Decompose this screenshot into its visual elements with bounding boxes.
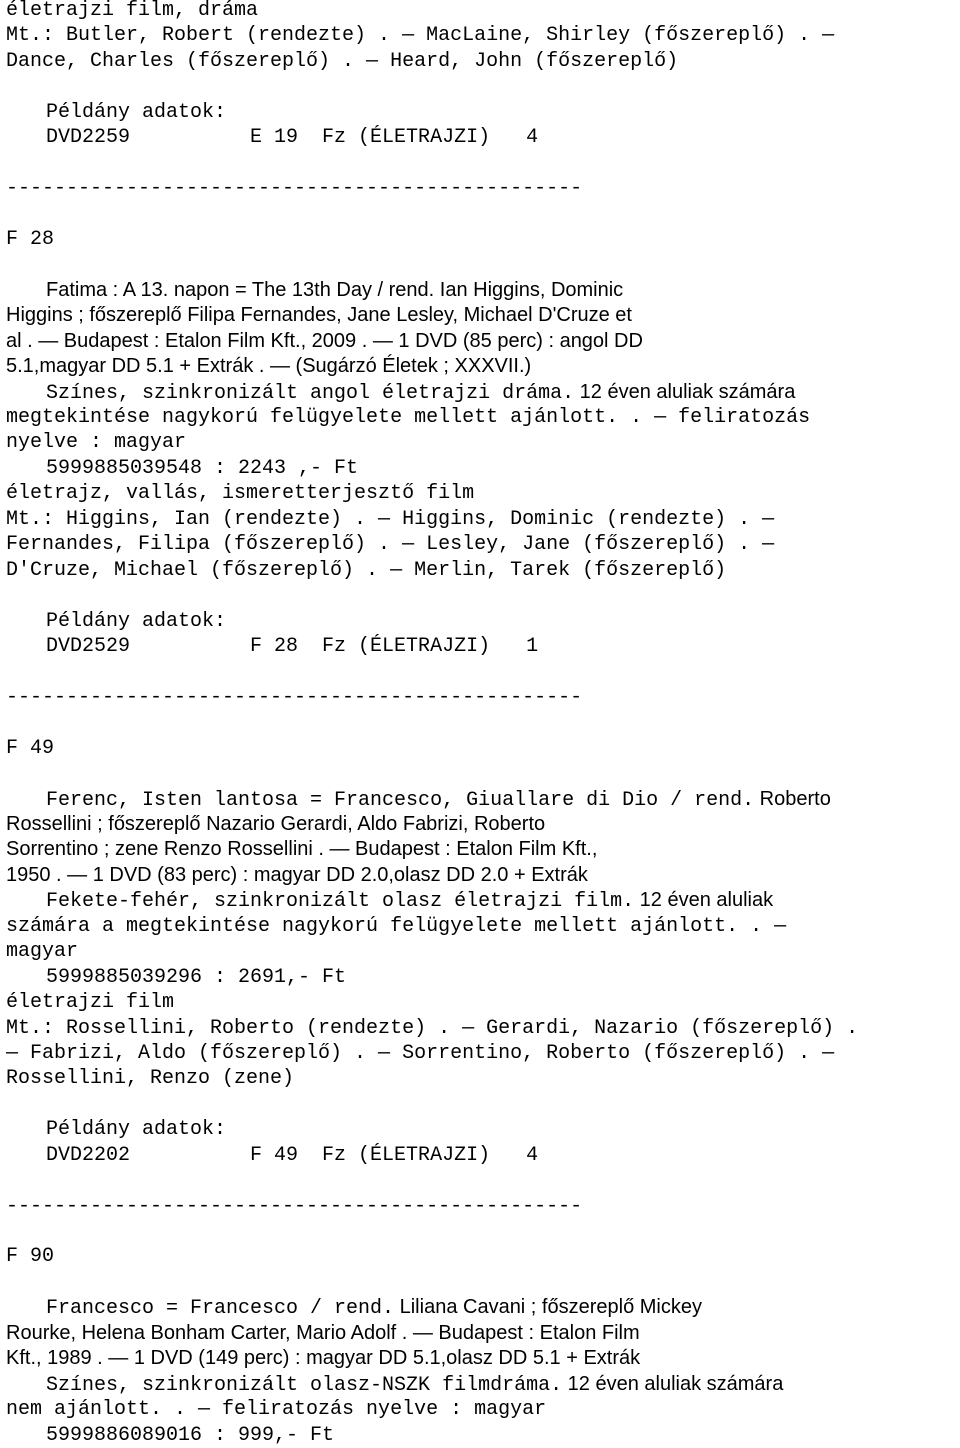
record-line [6, 1423, 956, 1448]
text-segment: Higgins ; főszereplő Filipa Fernandes, Jane Lesley, Michael D'Cruze et [6, 304, 632, 327]
blank-line [6, 151, 956, 176]
blank-line [6, 202, 956, 227]
record-line [6, 1066, 956, 1091]
text-segment: — Fabrizi, Aldo (főszereplő) . — Sorrentino, Roberto (főszereplő) . — [6, 1041, 835, 1065]
text-segment: DVD2529 F 28 Fz (ÉLETRAJZI) 1 [46, 634, 539, 658]
blank-line [6, 710, 956, 735]
text-segment: Fernandes, Filipa (főszereplő) . — Lesley, Jane (főszereplő) . — [6, 533, 775, 557]
record-line [6, 787, 956, 812]
text-segment: Példány adatok: [46, 609, 227, 633]
text-segment: Mt.: Butler, Robert (rendezte) . — MacLaine, Shirley (főszereplő) . — [6, 24, 835, 48]
text-segment: DVD2202 F 49 Fz (ÉLETRAJZI) 4 [46, 1143, 539, 1167]
text-segment: számára a megtekintése nagykorú felügyelete mellett ajánlott. . — [6, 914, 787, 938]
separator [6, 176, 956, 201]
record-line [6, 303, 956, 328]
record-line [6, 914, 956, 939]
record-line [6, 1397, 956, 1422]
blank-line [6, 659, 956, 684]
copies-label [6, 100, 956, 125]
record-line [6, 532, 956, 557]
record-line [6, 812, 956, 837]
record-line [6, 558, 956, 583]
text-segment: F 49 [6, 736, 55, 760]
text-segment: Színes, szinkronizált olasz-NSZK filmdráma. [46, 1373, 563, 1397]
text-segment: Dance, Charles (főszereplő) . — Heard, John (főszereplő) [6, 49, 679, 73]
record-line [6, 1372, 956, 1397]
record-line [6, 430, 956, 455]
text-segment: DVD2259 E 19 Fz (ÉLETRAJZI) 4 [46, 126, 539, 150]
record-line [6, 939, 956, 964]
call-number [6, 227, 956, 252]
record-line [6, 23, 956, 48]
record-line [6, 1295, 956, 1320]
blank-line [6, 1270, 956, 1295]
text-segment: Mt.: Rossellini, Roberto (rendezte) . — Gerardi, Nazario (főszereplő) . [6, 1016, 859, 1040]
copies-line [6, 1143, 956, 1168]
text-segment: Sorrentino ; zene Renzo Rossellini . — Budapest : Etalon Film Kft., [6, 838, 598, 861]
blank-line [6, 74, 956, 99]
copies-label [6, 609, 956, 634]
blank-line [6, 761, 956, 786]
text-segment: Francesco = Francesco / rend. [46, 1297, 395, 1321]
text-segment: 12 éven aluliak számára [574, 380, 796, 403]
catalog-page [6, 0, 956, 1448]
text-segment: Kft., 1989 . — 1 DVD (149 perc) : magyar DD 5.1,olasz DD 5.1 + Extrák [6, 1347, 641, 1370]
call-number [6, 736, 956, 761]
blank-line [6, 1168, 956, 1193]
record-line [6, 837, 956, 862]
blank-line [6, 252, 956, 277]
text-segment: ------------------------------------------------ [6, 685, 583, 709]
text-segment: megtekintése nagykorú felügyelete mellett ajánlott. . — feliratozás [6, 406, 811, 429]
blank-line [6, 583, 956, 608]
text-segment: Példány adatok: [46, 1118, 227, 1142]
text-segment: 5.1,magyar DD 5.1 + Extrák . — (Sugárzó Életek ; XXXVII.) [6, 355, 532, 378]
record-line [6, 1016, 956, 1041]
text-segment: Rourke, Helena Bonham Carter, Mario Adolf . — Budapest : Etalon Film [6, 1321, 640, 1344]
blank-line [6, 1219, 956, 1244]
text-segment: Roberto [754, 787, 831, 810]
text-segment: F 28 [6, 227, 55, 251]
record-line [6, 49, 956, 74]
copies-label [6, 1117, 956, 1142]
text-segment: Mt.: Higgins, Ian (rendezte) . — Higgins, Dominic (rendezte) . — [6, 507, 775, 531]
record-line [6, 405, 956, 430]
text-segment: 5999886089016 : 999,- Ft [46, 1423, 335, 1447]
text-segment: életrajz, vallás, ismeretterjesztő film [6, 482, 475, 506]
separator [6, 685, 956, 710]
call-number [6, 1244, 956, 1269]
record-line [6, 278, 956, 303]
copies-line [6, 125, 956, 150]
record-line [6, 965, 956, 990]
text-segment: Fekete-fehér, szinkronizált olasz életrajzi film. [46, 890, 635, 914]
record-line [6, 863, 956, 888]
record-line [6, 1041, 956, 1066]
record-line [6, 329, 956, 354]
text-segment: 12 éven aluliak számára [562, 1372, 784, 1395]
record-line [6, 990, 956, 1015]
record-line [6, 380, 956, 405]
text-segment: D'Cruze, Michael (főszereplő) . — Merlin, Tarek (főszereplő) [6, 558, 727, 582]
text-segment: Rossellini, Renzo (zene) [6, 1067, 295, 1091]
record-line [6, 888, 956, 913]
text-segment: életrajzi film [6, 991, 175, 1015]
text-segment: al . — Budapest : Etalon Film Kft., 2009 . — 1 DVD (85 perc) : angol DD [6, 329, 643, 352]
text-segment: Rossellini ; főszereplő Nazario Gerardi, Aldo Fabrizi, Roberto [6, 813, 546, 835]
text-segment: 12 éven aluliak [634, 889, 774, 912]
text-segment: magyar [6, 940, 79, 964]
text-segment: Példány adatok: [46, 100, 227, 124]
text-segment: nyelve : magyar [6, 431, 187, 455]
record-line [6, 456, 956, 481]
record-line [6, 0, 956, 23]
record-line [6, 481, 956, 506]
text-segment: 5999885039296 : 2691,- Ft [46, 965, 347, 989]
text-segment: Fatima : A 13. napon = The 13th Day / rend. Ian Higgins, Dominic [46, 278, 624, 301]
record-line [6, 1321, 956, 1346]
text-segment: F 90 [6, 1245, 55, 1269]
copies-line [6, 634, 956, 659]
text-segment: 5999885039548 : 2243 ,- Ft [46, 456, 359, 480]
text-segment: 1950 . — 1 DVD (83 perc) : magyar DD 2.0,olasz DD 2.0 + Extrák [6, 863, 588, 886]
record-line [6, 354, 956, 379]
text-segment: életrajzi film, dráma [6, 0, 259, 22]
record-line [6, 1346, 956, 1371]
text-segment: Színes, szinkronizált angol életrajzi dráma. [46, 381, 575, 405]
blank-line [6, 1092, 956, 1117]
text-segment: Ferenc, Isten lantosa = Francesco, Giuallare di Dio / rend. [46, 788, 755, 812]
text-segment: ------------------------------------------------ [6, 1194, 583, 1218]
record-line [6, 507, 956, 532]
text-segment: ------------------------------------------------ [6, 177, 583, 201]
separator [6, 1194, 956, 1219]
text-segment: nem ajánlott. . — feliratozás nyelve : magyar [6, 1398, 547, 1422]
text-segment: Liliana Cavani ; főszereplő Mickey [394, 1296, 702, 1319]
